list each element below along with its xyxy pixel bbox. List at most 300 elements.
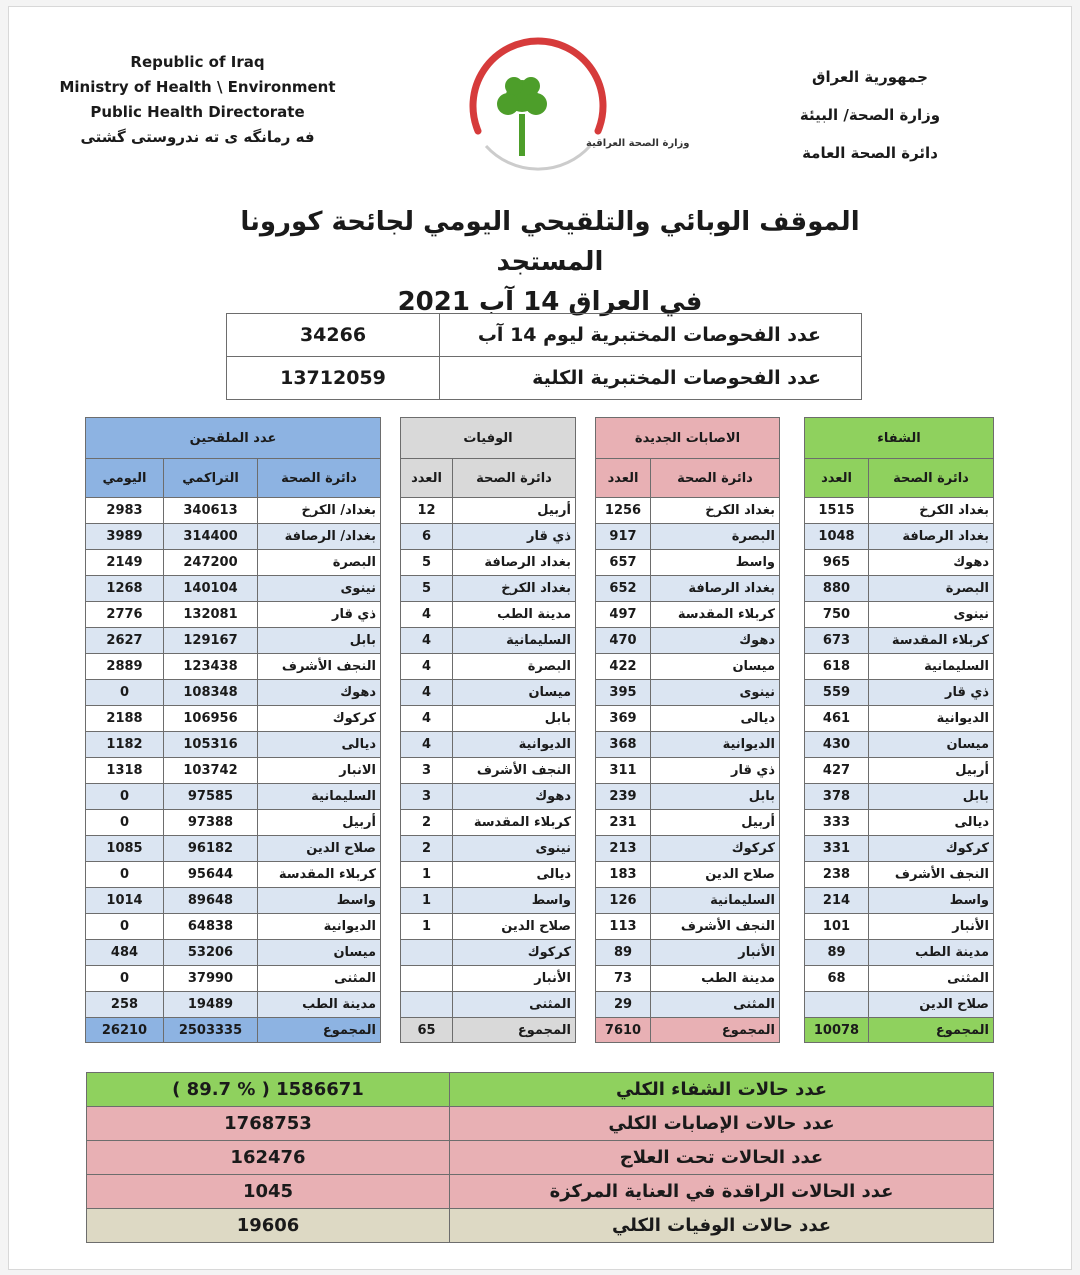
new-cases-count: 311 (596, 758, 651, 784)
summary-label: عدد حالات الشفاء الكلي (450, 1073, 994, 1107)
recovered-row (805, 654, 994, 680)
vaccinated-row (86, 888, 381, 914)
new-cases-count: 73 (596, 966, 651, 992)
vaccinated-daily: 2776 (86, 602, 164, 628)
recovered-directorate: ذي قار (869, 680, 994, 706)
vaccinated-row (86, 706, 381, 732)
new-cases-row (596, 628, 780, 654)
recovered-row (805, 862, 994, 888)
deaths-directorate: أربيل (453, 498, 576, 524)
new-cases-count: 657 (596, 550, 651, 576)
deaths-row (401, 966, 576, 992)
deaths-directorate: ديالى (453, 862, 576, 888)
new-cases-row (596, 654, 780, 680)
deaths-count: 1 (401, 862, 453, 888)
new-cases-directorate: الديوانية (651, 732, 780, 758)
header-en-line-3: Public Health Directorate (90, 103, 305, 121)
recovered-directorate: الديوانية (869, 706, 994, 732)
deaths-count: 1 (401, 914, 453, 940)
recovered-title: الشفاء (805, 418, 994, 459)
new-cases-directorate: المثنى (651, 992, 780, 1018)
deaths-row (401, 888, 576, 914)
new-cases-row (596, 836, 780, 862)
vaccinated-directorate: السليمانية (258, 784, 381, 810)
deaths-count: 2 (401, 810, 453, 836)
tests-daily-label: عدد الفحوصات المختبرية ليوم 14 آب (440, 314, 862, 357)
deaths-directorate: نينوى (453, 836, 576, 862)
vaccinated-row (86, 940, 381, 966)
new-cases-total-label: المجموع (651, 1018, 780, 1043)
summary-value: ( 89.7 % ) 1586671 (87, 1073, 450, 1107)
vaccinated-block (85, 417, 381, 1043)
new-cases-row (596, 732, 780, 758)
tests-row (227, 314, 862, 357)
new-cases-row (596, 940, 780, 966)
recovered-row (805, 836, 994, 862)
vaccinated-daily: 0 (86, 966, 164, 992)
vaccinated-row (86, 576, 381, 602)
vaccinated-cumulative: 314400 (164, 524, 258, 550)
deaths-directorate: ذي قار (453, 524, 576, 550)
tests-total-value: 13712059 (227, 357, 440, 400)
vaccinated-directorate: بابل (258, 628, 381, 654)
new-cases-count: 369 (596, 706, 651, 732)
vaccinated-row (86, 784, 381, 810)
header-en-line-4: فه رمانگه ی ته ندروستی گشتی (80, 128, 315, 146)
vaccinated-col-daily: اليومي (86, 459, 164, 498)
recovered-row (805, 784, 994, 810)
deaths-row (401, 940, 576, 966)
vaccinated-cumulative: 340613 (164, 498, 258, 524)
deaths-total: 65 (401, 1018, 453, 1043)
recovered-directorate: نينوى (869, 602, 994, 628)
recovered-directorate: الأنبار (869, 914, 994, 940)
deaths-count: 4 (401, 732, 453, 758)
deaths-row (401, 628, 576, 654)
new-cases-directorate: بغداد الكرخ (651, 498, 780, 524)
new-cases-directorate: واسط (651, 550, 780, 576)
deaths-count (401, 992, 453, 1018)
recovered-rows (805, 498, 994, 1018)
vaccinated-directorate: واسط (258, 888, 381, 914)
new-cases-count: 213 (596, 836, 651, 862)
new-cases-row (596, 602, 780, 628)
recovered-directorate: بابل (869, 784, 994, 810)
vaccinated-directorate: مدينة الطب (258, 992, 381, 1018)
recovered-directorate: المثنى (869, 966, 994, 992)
deaths-row (401, 498, 576, 524)
recovered-directorate: كركوك (869, 836, 994, 862)
deaths-col-name: دائرة الصحة (453, 459, 576, 498)
recovered-total-label: المجموع (869, 1018, 994, 1043)
new-cases-count: 113 (596, 914, 651, 940)
new-cases-table (595, 417, 780, 1043)
header-arabic (780, 58, 960, 172)
deaths-directorate: بغداد الرصافة (453, 550, 576, 576)
header-english (30, 50, 365, 150)
deaths-rows (401, 498, 576, 1018)
recovered-directorate: أربيل (869, 758, 994, 784)
deaths-directorate: ميسان (453, 680, 576, 706)
vaccinated-directorate: الانبار (258, 758, 381, 784)
vaccinated-daily: 3989 (86, 524, 164, 550)
recovered-row (805, 680, 994, 706)
new-cases-count: 368 (596, 732, 651, 758)
new-cases-count: 1256 (596, 498, 651, 524)
recovered-total: 10078 (805, 1018, 869, 1043)
new-cases-title: الاصابات الجديدة (596, 418, 780, 459)
deaths-directorate: الديوانية (453, 732, 576, 758)
deaths-directorate: السليمانية (453, 628, 576, 654)
vaccinated-total-daily: 26210 (86, 1018, 164, 1043)
vaccinated-daily: 1268 (86, 576, 164, 602)
new-cases-row (596, 966, 780, 992)
vaccinated-directorate: النجف الأشرف (258, 654, 381, 680)
vaccinated-cumulative: 95644 (164, 862, 258, 888)
new-cases-directorate: النجف الأشرف (651, 914, 780, 940)
new-cases-count: 917 (596, 524, 651, 550)
deaths-table (400, 417, 576, 1043)
vaccinated-directorate: الديوانية (258, 914, 381, 940)
vaccinated-cumulative: 19489 (164, 992, 258, 1018)
new-cases-row (596, 758, 780, 784)
new-cases-row (596, 914, 780, 940)
new-cases-row (596, 810, 780, 836)
vaccinated-directorate: البصرة (258, 550, 381, 576)
vaccinated-daily: 1014 (86, 888, 164, 914)
deaths-count: 6 (401, 524, 453, 550)
vaccinated-directorate: دهوك (258, 680, 381, 706)
vaccinated-row (86, 680, 381, 706)
summary-value: 19606 (87, 1209, 450, 1243)
vaccinated-daily: 2627 (86, 628, 164, 654)
vaccinated-directorate: كركوك (258, 706, 381, 732)
new-cases-row (596, 862, 780, 888)
recovered-count: 1515 (805, 498, 869, 524)
recovered-directorate: كربلاء المقدسة (869, 628, 994, 654)
vaccinated-daily: 258 (86, 992, 164, 1018)
recovered-count: 331 (805, 836, 869, 862)
summary-rows (87, 1073, 994, 1243)
vaccinated-directorate: بغداد/ الرصافة (258, 524, 381, 550)
recovered-row (805, 732, 994, 758)
deaths-row (401, 602, 576, 628)
vaccinated-row (86, 524, 381, 550)
deaths-col-num: العدد (401, 459, 453, 498)
recovered-count: 559 (805, 680, 869, 706)
deaths-row (401, 524, 576, 550)
header-ar-line-1: جمهورية العراق (812, 68, 928, 86)
new-cases-count: 29 (596, 992, 651, 1018)
recovered-row (805, 888, 994, 914)
recovered-row (805, 524, 994, 550)
summary-row (87, 1175, 994, 1209)
deaths-directorate: المثنى (453, 992, 576, 1018)
vaccinated-rows (86, 498, 381, 1018)
ministry-logo-icon (458, 36, 690, 186)
vaccinated-row (86, 498, 381, 524)
tests-row (227, 357, 862, 400)
new-cases-directorate: بابل (651, 784, 780, 810)
deaths-row (401, 706, 576, 732)
new-cases-col-name: دائرة الصحة (651, 459, 780, 498)
recovered-row (805, 810, 994, 836)
recovered-count (805, 992, 869, 1018)
recovered-table (804, 417, 994, 1043)
recovered-row (805, 576, 994, 602)
summary-label: عدد الحالات تحت العلاج (450, 1141, 994, 1175)
new-cases-count: 89 (596, 940, 651, 966)
vaccinated-col-name: دائرة الصحة (258, 459, 381, 498)
recovered-count: 101 (805, 914, 869, 940)
tests-table (226, 313, 862, 400)
vaccinated-cumulative: 89648 (164, 888, 258, 914)
recovered-directorate: بغداد الرصافة (869, 524, 994, 550)
vaccinated-directorate: بغداد/ الكرخ (258, 498, 381, 524)
new-cases-col-num: العدد (596, 459, 651, 498)
deaths-count: 5 (401, 550, 453, 576)
summary-label: عدد الحالات الراقدة في العناية المركزة (450, 1175, 994, 1209)
recovered-count: 333 (805, 810, 869, 836)
recovered-count: 965 (805, 550, 869, 576)
summary-value: 162476 (87, 1141, 450, 1175)
new-cases-directorate: نينوى (651, 680, 780, 706)
deaths-title: الوفيات (401, 418, 576, 459)
recovered-directorate: ميسان (869, 732, 994, 758)
vaccinated-row (86, 966, 381, 992)
deaths-row (401, 550, 576, 576)
vaccinated-daily: 2889 (86, 654, 164, 680)
vaccinated-cumulative: 106956 (164, 706, 258, 732)
summary-label: عدد حالات الوفيات الكلي (450, 1209, 994, 1243)
vaccinated-table (85, 417, 381, 1043)
deaths-row (401, 576, 576, 602)
deaths-directorate: صلاح الدين (453, 914, 576, 940)
vaccinated-directorate: كربلاء المقدسة (258, 862, 381, 888)
recovered-row (805, 706, 994, 732)
recovered-directorate: البصرة (869, 576, 994, 602)
recovered-directorate: النجف الأشرف (869, 862, 994, 888)
header-en-line-2: Ministry of Health \ Environment (59, 78, 336, 96)
logo-text: وزارة الصحة العراقية (586, 138, 690, 149)
deaths-directorate: واسط (453, 888, 576, 914)
vaccinated-row (86, 810, 381, 836)
recovered-count: 378 (805, 784, 869, 810)
recovered-count: 430 (805, 732, 869, 758)
deaths-row (401, 992, 576, 1018)
new-cases-count: 497 (596, 602, 651, 628)
recovered-row (805, 550, 994, 576)
deaths-row (401, 654, 576, 680)
vaccinated-cumulative: 97585 (164, 784, 258, 810)
vaccinated-row (86, 550, 381, 576)
new-cases-directorate: البصرة (651, 524, 780, 550)
deaths-directorate: دهوك (453, 784, 576, 810)
vaccinated-row (86, 654, 381, 680)
new-cases-row (596, 550, 780, 576)
recovered-count: 214 (805, 888, 869, 914)
summary-value: 1768753 (87, 1107, 450, 1141)
title-line-1: الموقف الوبائي والتلقيحي اليومي لجائحة كورونا المستجد (240, 207, 860, 277)
new-cases-count: 395 (596, 680, 651, 706)
new-cases-row (596, 498, 780, 524)
summary-table (86, 1072, 994, 1243)
recovered-count: 880 (805, 576, 869, 602)
deaths-directorate: النجف الأشرف (453, 758, 576, 784)
title-line-2: في العراق 14 آب 2021 (397, 287, 703, 317)
recovered-row (805, 758, 994, 784)
vaccinated-directorate: المثنى (258, 966, 381, 992)
recovered-directorate: صلاح الدين (869, 992, 994, 1018)
new-cases-directorate: كربلاء المقدسة (651, 602, 780, 628)
vaccinated-daily: 0 (86, 810, 164, 836)
deaths-directorate: مدينة الطب (453, 602, 576, 628)
new-cases-count: 126 (596, 888, 651, 914)
deaths-row (401, 862, 576, 888)
deaths-row (401, 810, 576, 836)
tests-daily-value: 34266 (227, 314, 440, 357)
deaths-count: 3 (401, 758, 453, 784)
vaccinated-directorate: صلاح الدين (258, 836, 381, 862)
new-cases-count: 652 (596, 576, 651, 602)
deaths-count: 1 (401, 888, 453, 914)
summary-row (87, 1107, 994, 1141)
new-cases-count: 422 (596, 654, 651, 680)
vaccinated-cumulative: 132081 (164, 602, 258, 628)
recovered-count: 68 (805, 966, 869, 992)
vaccinated-cumulative: 123438 (164, 654, 258, 680)
vaccinated-directorate: ديالى (258, 732, 381, 758)
new-cases-directorate: بغداد الرصافة (651, 576, 780, 602)
vaccinated-daily: 0 (86, 680, 164, 706)
vaccinated-daily: 2983 (86, 498, 164, 524)
deaths-row (401, 758, 576, 784)
deaths-count: 3 (401, 784, 453, 810)
new-cases-row (596, 524, 780, 550)
new-cases-directorate: كركوك (651, 836, 780, 862)
vaccinated-row (86, 914, 381, 940)
recovered-row (805, 992, 994, 1018)
vaccinated-cumulative: 64838 (164, 914, 258, 940)
recovered-col-name: دائرة الصحة (869, 459, 994, 498)
deaths-count: 4 (401, 706, 453, 732)
deaths-row (401, 784, 576, 810)
deaths-row (401, 836, 576, 862)
recovered-count: 89 (805, 940, 869, 966)
vaccinated-row (86, 628, 381, 654)
recovered-directorate: مدينة الطب (869, 940, 994, 966)
deaths-directorate: كربلاء المقدسة (453, 810, 576, 836)
deaths-count: 5 (401, 576, 453, 602)
vaccinated-directorate: أربيل (258, 810, 381, 836)
new-cases-row (596, 888, 780, 914)
vaccinated-total-cumulative: 2503335 (164, 1018, 258, 1043)
vaccinated-row (86, 992, 381, 1018)
recovered-count: 750 (805, 602, 869, 628)
recovered-directorate: السليمانية (869, 654, 994, 680)
vaccinated-cumulative: 103742 (164, 758, 258, 784)
vaccinated-daily: 2188 (86, 706, 164, 732)
deaths-directorate: الأنبار (453, 966, 576, 992)
new-cases-directorate: ذي قار (651, 758, 780, 784)
summary-label: عدد حالات الإصابات الكلي (450, 1107, 994, 1141)
deaths-count: 4 (401, 628, 453, 654)
deaths-row (401, 914, 576, 940)
recovered-row (805, 628, 994, 654)
vaccinated-row (86, 836, 381, 862)
vaccinated-title: عدد الملقحين (86, 418, 381, 459)
new-cases-count: 183 (596, 862, 651, 888)
header-en-line-1: Republic of Iraq (130, 53, 265, 71)
recovered-row (805, 602, 994, 628)
deaths-directorate: كركوك (453, 940, 576, 966)
recovered-row (805, 914, 994, 940)
new-cases-directorate: دهوك (651, 628, 780, 654)
new-cases-directorate: صلاح الدين (651, 862, 780, 888)
vaccinated-cumulative: 96182 (164, 836, 258, 862)
recovered-col-num: العدد (805, 459, 869, 498)
new-cases-directorate: ميسان (651, 654, 780, 680)
vaccinated-directorate: ميسان (258, 940, 381, 966)
recovered-row (805, 940, 994, 966)
summary-row (87, 1073, 994, 1107)
new-cases-total: 7610 (596, 1018, 651, 1043)
deaths-count: 4 (401, 602, 453, 628)
recovered-directorate: ديالى (869, 810, 994, 836)
new-cases-block (595, 417, 780, 1043)
new-cases-row (596, 784, 780, 810)
deaths-directorate: بغداد الكرخ (453, 576, 576, 602)
deaths-count (401, 940, 453, 966)
new-cases-row (596, 706, 780, 732)
new-cases-row (596, 680, 780, 706)
new-cases-count: 239 (596, 784, 651, 810)
deaths-count (401, 966, 453, 992)
recovered-count: 618 (805, 654, 869, 680)
vaccinated-cumulative: 108348 (164, 680, 258, 706)
deaths-row (401, 680, 576, 706)
vaccinated-daily: 1182 (86, 732, 164, 758)
deaths-directorate: بابل (453, 706, 576, 732)
recovered-count: 461 (805, 706, 869, 732)
new-cases-row (596, 576, 780, 602)
report-title (200, 202, 900, 322)
tests-total-label: عدد الفحوصات المختبرية الكلية (440, 357, 862, 400)
new-cases-directorate: مدينة الطب (651, 966, 780, 992)
summary-row (87, 1141, 994, 1175)
vaccinated-row (86, 758, 381, 784)
vaccinated-col-cumulative: التراكمي (164, 459, 258, 498)
vaccinated-row (86, 602, 381, 628)
vaccinated-directorate: نينوى (258, 576, 381, 602)
vaccinated-cumulative: 37990 (164, 966, 258, 992)
new-cases-count: 470 (596, 628, 651, 654)
new-cases-row (596, 992, 780, 1018)
recovered-count: 238 (805, 862, 869, 888)
summary-value: 1045 (87, 1175, 450, 1209)
vaccinated-cumulative: 140104 (164, 576, 258, 602)
deaths-count: 4 (401, 680, 453, 706)
new-cases-rows (596, 498, 780, 1018)
recovered-row (805, 498, 994, 524)
header-ar-line-2: وزارة الصحة/ البيئة (799, 106, 941, 124)
deaths-directorate: البصرة (453, 654, 576, 680)
vaccinated-daily: 0 (86, 914, 164, 940)
recovered-row (805, 966, 994, 992)
summary-row (87, 1209, 994, 1243)
vaccinated-cumulative: 247200 (164, 550, 258, 576)
vaccinated-daily: 484 (86, 940, 164, 966)
